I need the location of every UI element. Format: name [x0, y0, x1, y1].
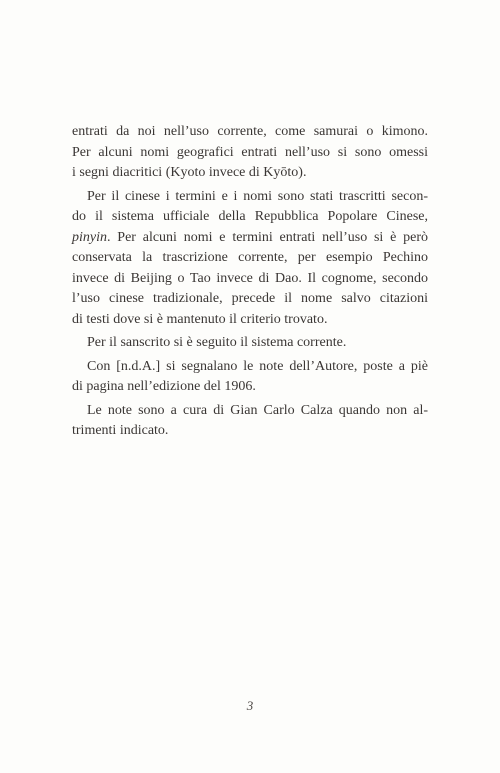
- italic-term: pinyin: [72, 229, 107, 245]
- text-fragment: . Per alcuni nomi e termini entrati nell’uso si è però: [107, 229, 428, 245]
- text-line: Le note sono a cura di Gian Carlo Calza quando non al-: [87, 402, 428, 418]
- text-line: di pagina nell’edizione del 1906.: [72, 379, 256, 394]
- body-text: [72, 122, 428, 445]
- text-line: Per alcuni nomi geografici entrati nell’uso si sono omessi: [72, 144, 428, 160]
- text-line: Per il cinese i termini e i nomi sono stati trascritti secon-: [87, 188, 428, 204]
- text-line-mixed: [72, 228, 428, 249]
- text-line: trimenti indicato.: [72, 423, 169, 438]
- text-line: Con [n.d.A.] si segnalano le note dell’Autore, poste a piè: [87, 358, 428, 374]
- paragraph-5: [72, 401, 428, 442]
- text-line: i segni diacritici (Kyoto invece di Kyōto).: [72, 165, 307, 180]
- paragraph-3: [72, 333, 428, 354]
- text-line: invece di Beijing o Tao invece di Dao. Il cognome, secondo: [72, 270, 428, 286]
- page-number: 3: [246, 698, 254, 713]
- text-line: l’uso cinese tradizionale, precede il nome salvo citazioni: [72, 291, 428, 306]
- paragraph-2: [72, 187, 428, 331]
- paragraph-1: [72, 122, 428, 184]
- paragraph-4: [72, 357, 428, 398]
- text-line: entrati da noi nell’uso corrente, come samurai o kimono.: [72, 124, 428, 139]
- text-line: do il sistema ufficiale della Repubblica Popolare Cinese,: [72, 209, 428, 224]
- text-line: di testi dove si è mantenuto il criterio trovato.: [72, 311, 328, 327]
- text-line: conservata la trascrizione corrente, per esempio Pechino: [72, 250, 428, 265]
- text-line: Per il sanscrito si è seguito il sistema corrente.: [87, 335, 347, 350]
